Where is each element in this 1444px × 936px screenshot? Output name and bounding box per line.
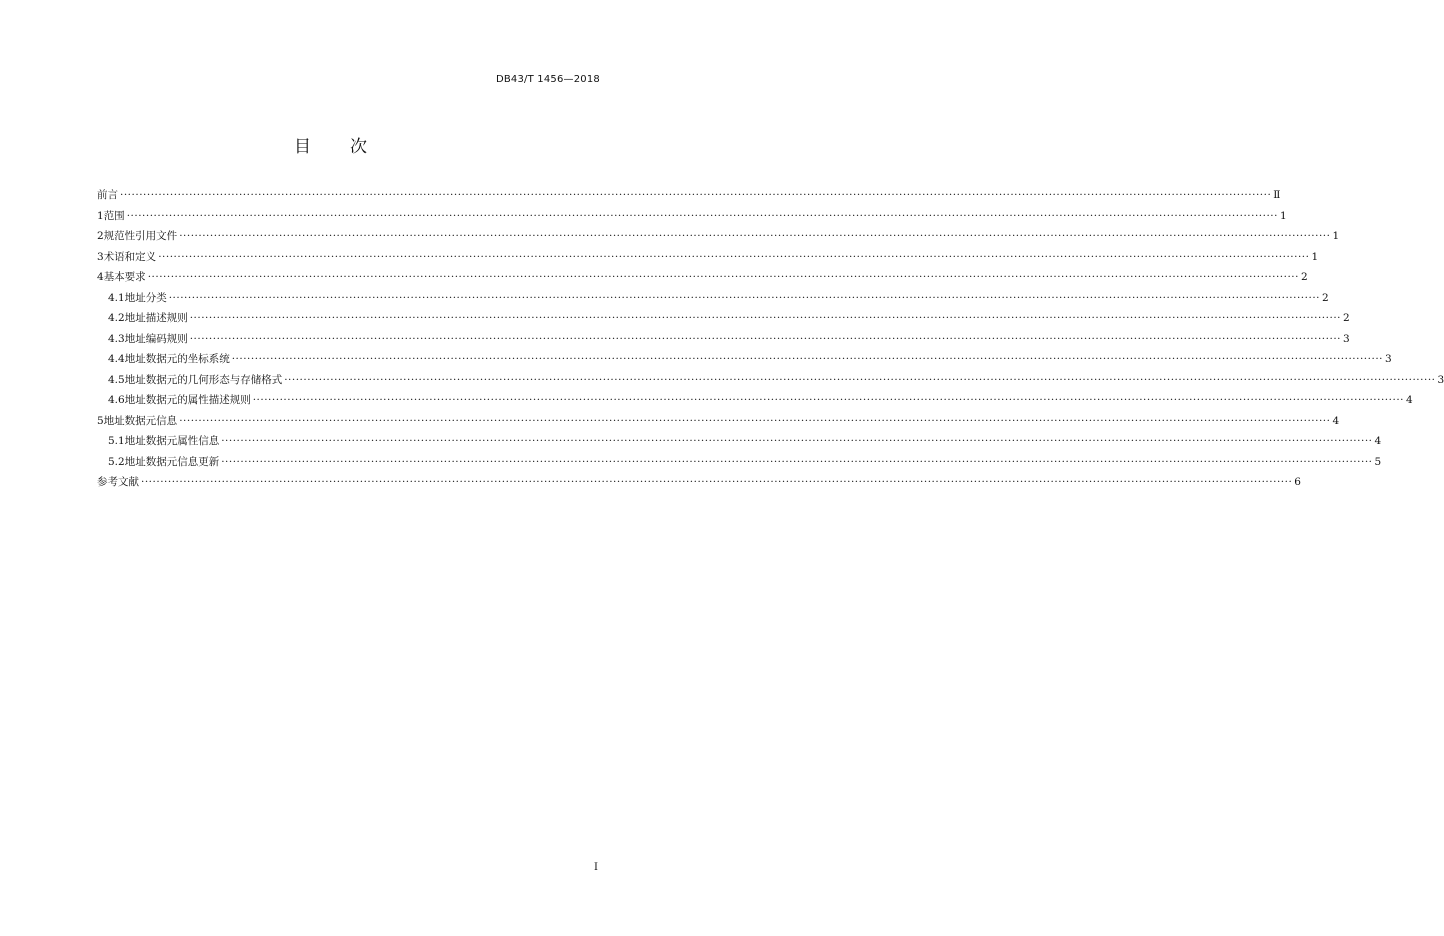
toc-entry-title: 基本要求 [103, 271, 146, 283]
title-char-right: 次 [350, 137, 368, 157]
toc-entry-title: 术语和定义 [103, 250, 157, 263]
toc-entry[interactable] [97, 269, 1308, 290]
toc-dot-leader: ············································································································································································································································································································ [168, 291, 1320, 304]
toc-dot-leader: ············································································································································································································································································································ [284, 373, 1436, 386]
toc-entry-title: 规范性引用文件 [103, 230, 178, 242]
toc-entry[interactable] [97, 454, 1382, 475]
toc-entry[interactable] [97, 433, 1382, 454]
toc-entry-page: 3 [1437, 373, 1444, 386]
toc-entry-title: 地址数据元属性信息 [124, 435, 220, 447]
toc-entry-number: 3 [97, 250, 104, 263]
toc-dot-leader: ············································································································································································································································································································ [252, 394, 1404, 406]
toc-entry[interactable] [97, 351, 1392, 372]
toc-entry[interactable] [97, 331, 1350, 352]
toc-entry[interactable] [97, 413, 1340, 434]
toc-entry-number: 4 [97, 271, 104, 283]
toc-entry-page: 4 [1374, 435, 1382, 447]
toc-entry-title: 地址编码规则 [124, 332, 188, 345]
toc-dot-leader: ············································································································································································································································································································ [179, 414, 1331, 427]
toc-dot-leader: ············································································································································································································································································································ [120, 189, 1272, 201]
toc-entry-title: 地址数据元信息更新 [124, 455, 220, 468]
toc-entry[interactable] [97, 392, 1413, 413]
toc-entry-page: 1 [1311, 250, 1319, 263]
toc-entry[interactable] [97, 310, 1350, 331]
toc-dot-leader: ············································································································································································································································································································ [126, 209, 1278, 222]
toc-entry-title: 前言 [97, 189, 118, 201]
toc-entry-title: 地址描述规则 [124, 312, 188, 324]
toc-entry[interactable] [97, 228, 1340, 249]
toc-entry-number: 2 [97, 230, 104, 242]
toc-entry-title: 参考文献 [97, 476, 139, 488]
toc-dot-leader: ············································································································································································································································································································ [231, 353, 1383, 365]
toc-entry-page: 4 [1332, 414, 1340, 427]
document-id: DB43/T 1456—2018 [495, 74, 600, 85]
toc-dot-leader: ············································································································································································································································································································ [141, 476, 1293, 488]
toc-entry-number: 1 [97, 209, 104, 222]
toc-dot-leader: ············································································································································································································································································································ [189, 312, 1341, 324]
toc-entry-page: 1 [1279, 209, 1287, 222]
toc-entry-number: 5.1 [108, 435, 125, 447]
toc-entry-page: 2 [1322, 291, 1329, 304]
toc-entry-title: 地址数据元信息 [103, 414, 178, 427]
title-char-left: 目 [294, 137, 312, 157]
toc-entry-page: 3 [1385, 353, 1392, 365]
toc-entry-page: 2 [1343, 312, 1350, 324]
toc-entry-page: 5 [1374, 455, 1382, 468]
toc-entry-number: 4.3 [108, 332, 125, 345]
toc-dot-leader: ············································································································································································································································································································ [189, 332, 1341, 345]
table-of-contents [97, 187, 1444, 495]
toc-entry-title: 地址分类 [124, 291, 167, 304]
toc-entry-title: 地址数据元的属性描述规则 [124, 394, 251, 406]
toc-entry-page: 2 [1300, 271, 1308, 283]
toc-entry-number: 5 [97, 414, 104, 427]
toc-dot-leader: ············································································································································································································································································································ [147, 271, 1299, 283]
toc-entry-number: 4.5 [108, 373, 125, 386]
toc-entry-number: 4.2 [108, 312, 125, 324]
toc-entry-number: 4.6 [108, 394, 125, 406]
toc-entry-title: 地址数据元的几何形态与存储格式 [124, 373, 283, 386]
toc-entry[interactable] [97, 372, 1444, 393]
toc-entry[interactable] [97, 249, 1319, 270]
toc-entry-number: 4.4 [108, 353, 125, 365]
toc-dot-leader: ············································································································································································································································································································ [221, 435, 1373, 447]
toc-entry-page: 4 [1406, 394, 1413, 406]
toc-entry-page: 3 [1343, 332, 1350, 345]
page-number: I [594, 862, 598, 873]
toc-entry-page: Ⅱ [1273, 189, 1281, 201]
toc-entry-title: 范围 [103, 209, 125, 222]
toc-entry-number: 5.2 [108, 455, 125, 468]
toc-entry[interactable] [97, 208, 1287, 229]
toc-entry[interactable] [97, 474, 1301, 495]
toc-entry-title: 地址数据元的坐标系统 [124, 353, 230, 365]
toc-dot-leader: ············································································································································································································································································································ [179, 230, 1331, 242]
toc-entry-number: 4.1 [108, 291, 125, 304]
toc-entry[interactable] [97, 187, 1281, 208]
toc-entry-page: 1 [1332, 230, 1340, 242]
toc-entry-page: 6 [1294, 476, 1301, 488]
page-title [0, 132, 662, 157]
toc-entry[interactable] [97, 290, 1329, 311]
toc-dot-leader: ············································································································································································································································································································ [221, 455, 1373, 468]
toc-dot-leader: ············································································································································································································································································································ [158, 250, 1310, 263]
